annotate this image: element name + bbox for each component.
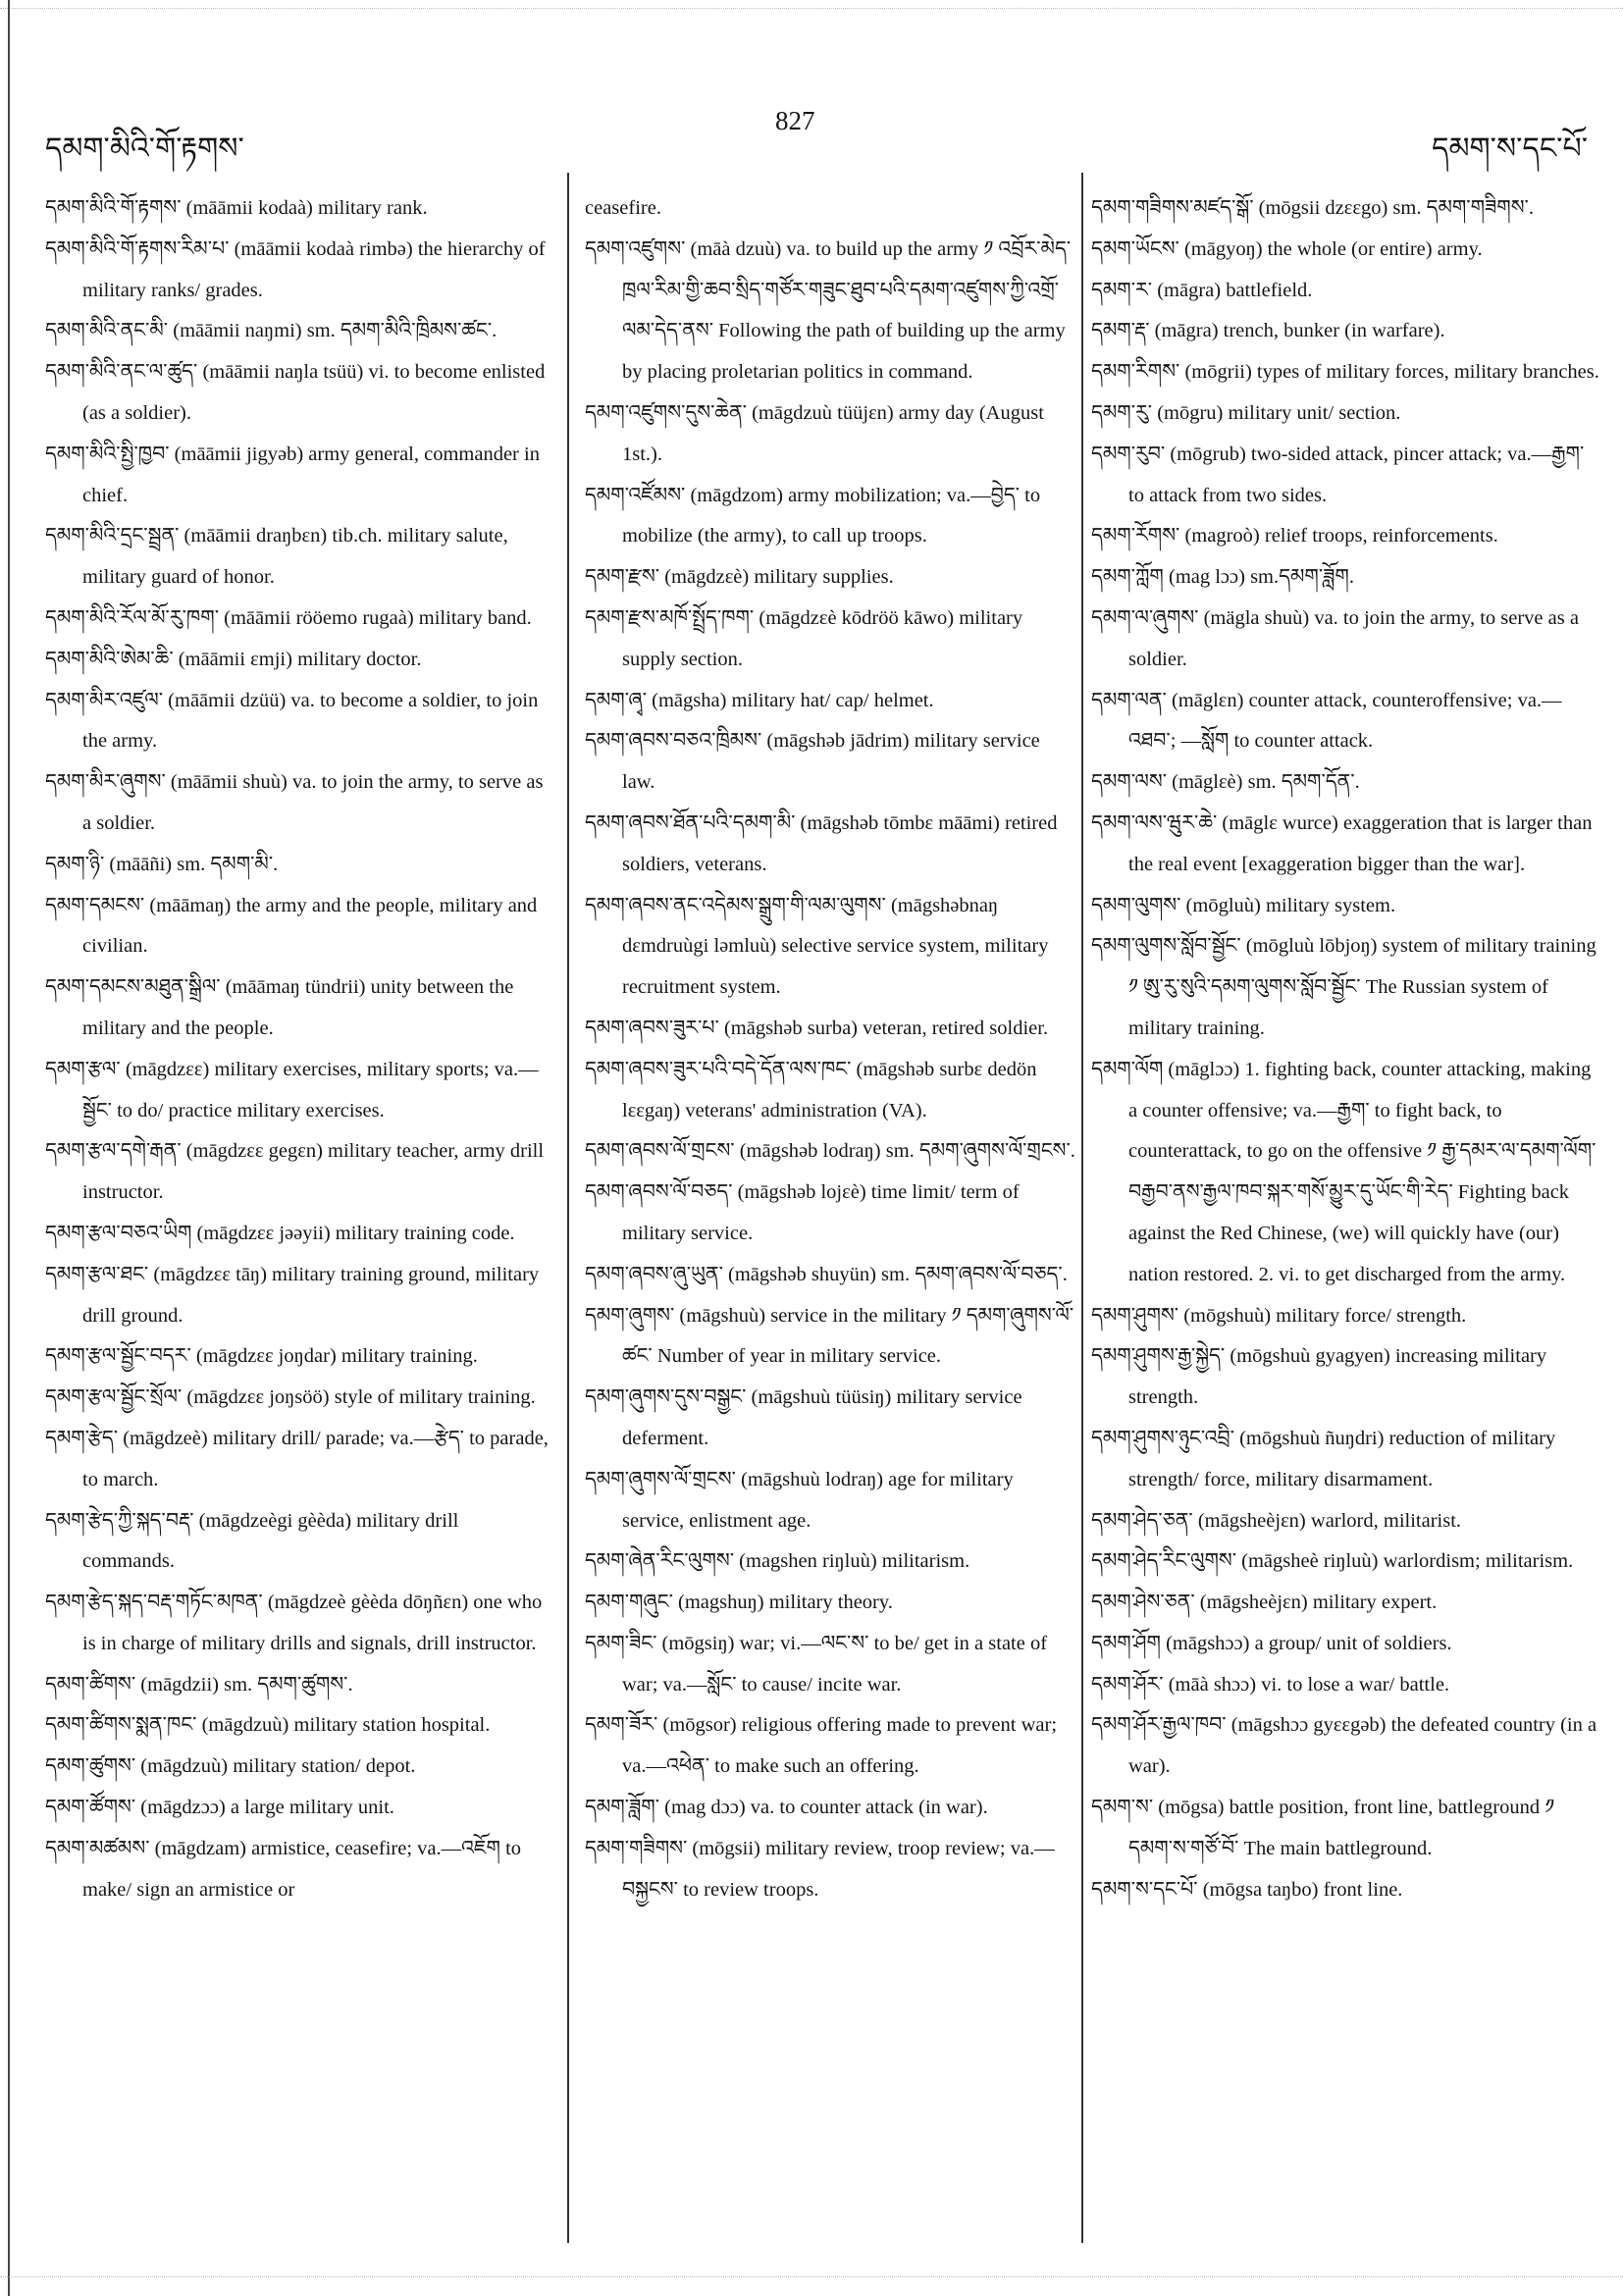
dictionary-entry: དམག་ཟློག་ (mag dɔɔ) va. to counter attack (in war).	[585, 1797, 988, 1819]
dictionary-entry: དམག་ཤུགས་ (mōgshuù) military force/ strength.	[1091, 1304, 1467, 1327]
dictionary-entry: དམག་ཞབས་ལོ་གྲངས་ (māgshəb lodraŋ) sm. དམག་ཞུགས་ལོ་གྲངས་.	[585, 1140, 1075, 1163]
dictionary-entry: དམག་རྩལ་བཅའ་ཡིག (māgdzɛɛ jəəyii) military training code.	[45, 1222, 515, 1244]
dictionary-entry: དམག་རྩལ་སྦྱོང་སྲོལ་ (māgdzɛɛ joŋsöö) style of military training.	[45, 1386, 536, 1409]
dictionary-entry: དམག་ཚོགས་ (māgdzɔɔ) a large military unit.	[45, 1797, 394, 1819]
dictionary-entry: དམག་མིའི་སྤྱི་ཁྱབ་ (māāmii jigyəb) army general, commander in chief.	[45, 443, 540, 506]
dictionary-entry: དམག་ཞབས་ཐོན་པའི་དམག་མི་ (māgshəb tōmbɛ māāmi) retired soldiers, veterans.	[585, 811, 1058, 875]
page-number: 827	[775, 106, 815, 135]
dictionary-entry: དམག་ལོག (māglɔɔ) 1. fighting back, counter attacking, making a counter offensive; va.—རྒྱག་ to fight back, to counterattack, to go on the offensive ༡ རྒྱ་དམར་ལ་དམག་ལོག་བརྒྱབ་ནས་རྒྱལ་ཁབ་སྐར་གསོ་མྱུར་དུ་ཡོང་གི་རེད་ Fighting back against the Red Chinese, (we) will quickly have (our) nation restored. 2. vi. to get discharged from the army.	[1091, 1058, 1597, 1285]
dictionary-entry: དམག་ཤོར་རྒྱལ་ཁབ་ (māgshɔɔ gyɛɛgəb) the defeated country (in a war).	[1091, 1714, 1597, 1778]
dictionary-entry: དམག་རིགས་ (mōgrii) types of military forces, military branches.	[1091, 361, 1599, 384]
dictionary-entry: དམག་ཞབས་ཞུ་ཡུན་ (māgshəb shuyün) sm. དམག་ཞབས་ལོ་བཅད་.	[585, 1263, 1068, 1285]
dictionary-entry: དམག་རྩེད་ཀྱི་སྐད་བརྡ་ (māgdzeègi gèèda) military drill commands.	[45, 1509, 459, 1573]
dictionary-entry: དམག་ས་དང་པོ་ (mōgsa taŋbo) front line.	[1091, 1878, 1403, 1901]
dictionary-entry: དམག་འཛོམས་ (māgdzom) army mobilization; va.—བྱེད་ to mobilize (the army), to call up troops.	[585, 484, 1041, 548]
dictionary-entry: དམག་རྩེད་སྐད་བརྡ་གཏོང་མཁན་ (māgdzeè gèèda dōŋñɛn) one who is in charge of military drills and signals, drill instructor.	[45, 1592, 543, 1654]
top-dotted-edge	[0, 8, 1623, 11]
dictionary-entry: དམག་ཉི་ (māāñi) sm. དམག་མི་.	[45, 853, 279, 875]
dictionary-entry: དམག་གཞུང་ (magshuŋ) military theory.	[585, 1592, 893, 1614]
dictionary-entry: དམག་ཀློག (mag lɔɔ) sm.དམག་ཟློག.	[1091, 566, 1354, 589]
dictionary-entry: དམག་ཟིང་ (mōgsiŋ) war; vi.—ལང་ས་ to be/ get in a state of war; va.—སློང་ to cause/ incite war.	[585, 1632, 1048, 1696]
dictionary-entry: དམག་རྩལ་ (māgdzɛɛ) military exercises, military sports; va.—སྦྱོང་ to do/ practice military exercises.	[45, 1058, 539, 1122]
dictionary-entry: དམག་ཚིགས་ (māgdzii) sm. དམག་ཚུགས་.	[45, 1673, 353, 1696]
dictionary-entry: དམག་ཞུགས་དུས་བསྒྱང་ (māgshuù tüüsiŋ) military service deferment.	[585, 1386, 1022, 1449]
dictionary-entry: དམག་ཞབས་ནང་འདེམས་སྒྲུག་གི་ལམ་ལུགས་ (māgshəbnaŋ dɛmdruùgi ləmluù) selective service system, military recruitment system.	[585, 894, 1049, 999]
dictionary-entry: དམག་མིའི་དྲང་སྦྲན་ (māāmii draŋbɛn) tib.ch. military salute, military guard of honor.	[45, 525, 508, 589]
dictionary-entry: དམག་མིའི་ཨེམ་ཆི་ (māāmii ɛmji) military doctor.	[45, 648, 422, 670]
dictionary-entry: དམག་མིའི་རོལ་མོ་རུ་ཁག་ (māāmii rööemo rugaà) military band.	[45, 606, 532, 629]
dictionary-entry: དམག་རྫས་ (māgdzɛè) military supplies.	[585, 566, 894, 589]
dictionary-entry: དམག་ཞབས་ཟུར་པ་ (māgshəb surba) veteran, retired soldier.	[585, 1017, 1049, 1039]
dictionary-entry: དམག་མིའི་གོ་རྟགས་ (māāmii kodaà) military rank.	[45, 197, 428, 219]
running-head-right: དམག་ས་དང་པོ་	[1432, 132, 1588, 165]
column-3	[1091, 188, 1599, 1910]
dictionary-entry: དམག་འཛུགས་ (māà dzuù) va. to build up the army ༡ འབྲོར་མེད་ཁྲལ་རིམ་གྱི་ཆབ་སྲིད་གཙོར་གཟུང་ཐུབ་པའི་དམག་འཛུགས་ཀྱི་འགྲོ་ལམ་དེད་ནས་ Following the path of building up the army by placing proletarian politics in command.	[585, 237, 1072, 384]
dictionary-entry: དམག་ཤོག (māgshɔɔ) a group/ unit of soldiers.	[1091, 1632, 1452, 1654]
dictionary-entry: དམག་དམངས་ (māāmaŋ) the army and the people, military and civilian.	[45, 894, 538, 958]
dictionary-entry: དམག་ཟོར་ (mōgsor) religious offering made to prevent war; va.—འཕེན་ to make such an offering.	[585, 1714, 1058, 1778]
dictionary-entry: དམག་མཚམས་ (māgdzam) armistice, ceasefire; va.—འཇོག to make/ sign an armistice or	[45, 1837, 522, 1901]
dictionary-entry: དམག་ཞབས་ལོ་བཅད་ (māgshəb lojɛè) time limit/ term of military service.	[585, 1181, 1020, 1244]
dictionary-entry: དམག་རུ་ (mōgru) military unit/ section.	[1091, 401, 1401, 424]
dictionary-entry: དམག་མིའི་གོ་རྟགས་རིམ་པ་ (māāmii kodaà rimbə) the hierarchy of military ranks/ grades.	[45, 237, 546, 301]
dictionary-entry: དམག་གཟིགས་མཛད་སྒོ་ (mōgsii dzɛɛgo) sm. དམག་གཟིགས་.	[1091, 197, 1534, 219]
running-head-left: དམག་མིའི་གོ་རྟགས་	[45, 132, 244, 165]
dictionary-entry: དམག་གཟིགས་ (mōgsii) military review, troop review; va.—བསྐྱངས་ to review troops.	[585, 1837, 1055, 1901]
dictionary-entry: དམག་ལུགས་སློབ་སྦྱོང་ (mōgluù lōbjoŋ) system of military training ༡ ཨུ་རུ་སུའི་དམག་ལུགས་སློབ་སྦྱོང་ The Russian system of military training.	[1091, 935, 1597, 1039]
dictionary-entry: དམག་ལན་ (māglɛn) counter attack, counteroffensive; va.—འཐབ་; —སློག to counter attack.	[1091, 689, 1562, 753]
dictionary-entry: དམག་ཞབས་ཟུར་པའི་བདེ་དོན་ལས་ཁང་ (māgshəb surbɛ dedön lɛɛgaŋ) veterans' administration (VA).	[585, 1058, 1037, 1122]
dictionary-entry: དམག་ཞུགས་ (māgshuù) service in the military ༡ དམག་ཞུགས་ལོ་ཚང་ Number of year in military service.	[585, 1304, 1074, 1368]
dictionary-entry: དམག་ལས་ (māglɛè) sm. དམག་དོན་.	[1091, 771, 1360, 794]
dictionary-entry: དམག་ས་ (mōgsa) battle position, front line, battleground ༡ དམག་ས་གཙོ་བོ་ The main battleground.	[1091, 1797, 1555, 1859]
dictionary-entry: དམག་རྩལ་ཐང་ (māgdzɛɛ tāŋ) military training ground, military drill ground.	[45, 1263, 540, 1327]
dictionary-entry: དམག་རྩེད་ (māgdzeè) military drill/ parade; va.—རྩེད་ to parade, to march.	[45, 1427, 549, 1490]
bottom-dotted-edge	[0, 2276, 1623, 2277]
dictionary-entry: དམག་ཞབས་བཅའ་ཁྲིམས་ (māgshəb jādrim) military service law.	[585, 730, 1040, 794]
dictionary-entry: དམག་ཞྭ་ (māgsha) military hat/ cap/ helmet.	[585, 689, 934, 711]
dictionary-entry: ceasefire.	[585, 197, 661, 219]
dictionary-entry: དམག་ལས་ཝུར་ཆེ་ (māglɛ wurce) exaggeration that is larger than the real event [exaggeration bigger than the war].	[1091, 811, 1593, 875]
dictionary-entry: དམག་རོགས་ (magroò) relief troops, reinforcements.	[1091, 525, 1498, 548]
dictionary-entry: དམག་ཚུགས་ (māgdzuù) military station/ depot.	[45, 1755, 416, 1778]
dictionary-entry: དམག་ར་ (māgra) battlefield.	[1091, 279, 1313, 301]
page-left-rule	[8, 0, 10, 2296]
column-divider-2	[1081, 173, 1083, 2243]
dictionary-entry: དམག་རྡ་ (māgra) trench, bunker (in warfare).	[1091, 320, 1445, 342]
dictionary-entry: དམག་ཞུགས་ལོ་གྲངས་ (māgshuù lodraŋ) age for military service, enlistment age.	[585, 1468, 1014, 1532]
dictionary-entry: དམག་མིར་འཛུལ་ (māāmii dzüü) va. to become a soldier, to join the army.	[45, 689, 539, 753]
dictionary-entry: དམག་ལུགས་ (mōgluù) military system.	[1091, 894, 1396, 916]
dictionary-entry: དམག་ཤུགས་ཉུང་འབྲི་ (mōgshuù ñuŋdri) reduction of military strength/ force, military disarmament.	[1091, 1427, 1556, 1490]
dictionary-entry: དམག་མིའི་ནང་ལ་ཚུད་ (māāmii naŋla tsüü) vi. to become enlisted (as a soldier).	[45, 361, 546, 424]
dictionary-entry: དམག་རྫས་མཁོ་སྤྲོད་ཁག་ (māgdzɛè kōdröö kāwo) military supply section.	[585, 606, 1023, 670]
dictionary-entry: དམག་འཛུགས་དུས་ཆེན་ (māgdzuù tüüjɛn) army day (August 1st.).	[585, 401, 1044, 465]
dictionary-entry: དམག་ཤེས་ཅན་ (māgsheèjɛn) military expert.	[1091, 1592, 1438, 1614]
dictionary-entry: དམག་ཤུགས་རྒྱ་སྐྱེད་ (mōgshuù gyagyen) increasing military strength.	[1091, 1345, 1547, 1409]
column-divider-1	[567, 173, 569, 2243]
dictionary-entry: དམག་ཡོངས་ (māgyoŋ) the whole (or entire) army.	[1091, 237, 1483, 260]
dictionary-entry: དམག་ཤེད་རིང་ལུགས་ (māgsheè riŋluù) warlordism; militarism.	[1091, 1550, 1574, 1573]
dictionary-entry: དམག་མིའི་ནང་མི་ (māāmii naŋmi) sm. དམག་མིའི་ཁྲིམས་ཚང་.	[45, 320, 497, 342]
dictionary-entry: དམག་རྩལ་དགེ་རྒན་ (māgdzɛɛ gegɛn) military teacher, army drill instructor.	[45, 1140, 545, 1204]
column-2	[585, 188, 1075, 1910]
dictionary-entry: དམག་ཤོར་ (māà shɔɔ) vi. to lose a war/ battle.	[1091, 1673, 1450, 1696]
dictionary-entry: དམག་ཤེད་ཅན་ (māgsheèjɛn) warlord, militarist.	[1091, 1509, 1462, 1532]
dictionary-entry: དམག་རྩལ་སྦྱོང་བདར་ (māgdzɛɛ joŋdar) military training.	[45, 1345, 478, 1368]
dictionary-entry: དམག་མིར་ཞུགས་ (māāmii shuù) va. to join the army, to serve as a soldier.	[45, 771, 544, 834]
dictionary-entry: དམག་རུབ་ (mōgrub) two-sided attack, pincer attack; va.—རྒྱག་ to attack from two sides.	[1091, 443, 1585, 506]
dictionary-entry: དམག་དམངས་མཐུན་སྒྲིལ་ (māāmaŋ tündrii) unity between the military and the people.	[45, 976, 514, 1039]
dictionary-entry: དམག་ཞེན་རིང་ལུགས་ (magshen riŋluù) militarism.	[585, 1550, 970, 1573]
dictionary-entry: དམག་ཚིགས་སྨན་ཁང་ (māgdzuù) military station hospital.	[45, 1714, 491, 1737]
column-1	[45, 188, 555, 1910]
dictionary-entry: དམག་ལ་ཞུགས་ (mägla shuù) va. to join the army, to serve as a soldier.	[1091, 606, 1579, 670]
